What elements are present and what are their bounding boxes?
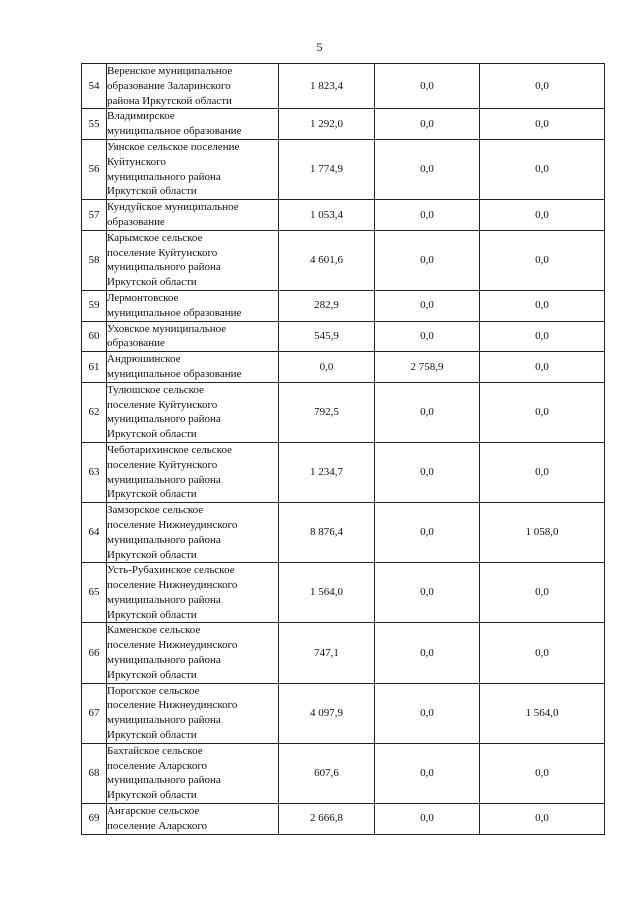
table-row — [82, 442, 605, 502]
value-column-1-cell: 607,6 — [279, 743, 375, 803]
row-number-cell: 67 — [82, 683, 107, 743]
table-row — [82, 382, 605, 442]
value-column-3-cell: 1 058,0 — [480, 503, 605, 563]
table-row — [82, 352, 605, 383]
municipality-name-cell: Андрюшинское муниципальное образование — [107, 352, 279, 383]
table-row — [82, 290, 605, 321]
value-column-2-cell: 0,0 — [375, 139, 480, 199]
value-column-3-cell: 0,0 — [480, 442, 605, 502]
value-column-1-cell: 282,9 — [279, 290, 375, 321]
municipality-name-cell: Замзорское сельское поселение Нижнеудинского муниципального района Иркутской области — [107, 503, 279, 563]
row-number-cell: 63 — [82, 442, 107, 502]
value-column-3-cell: 0,0 — [480, 290, 605, 321]
table-row — [82, 623, 605, 683]
value-column-2-cell: 0,0 — [375, 623, 480, 683]
row-number-cell: 58 — [82, 230, 107, 290]
value-column-3-cell: 0,0 — [480, 64, 605, 109]
table-row — [82, 200, 605, 231]
value-column-1-cell: 1 234,7 — [279, 442, 375, 502]
value-column-3-cell: 1 564,0 — [480, 683, 605, 743]
value-column-2-cell: 0,0 — [375, 683, 480, 743]
value-column-1-cell: 1 292,0 — [279, 109, 375, 140]
table-row — [82, 321, 605, 352]
allocation-table — [81, 63, 605, 835]
value-column-1-cell: 1 564,0 — [279, 563, 375, 623]
row-number-cell: 68 — [82, 743, 107, 803]
row-number-cell: 57 — [82, 200, 107, 231]
row-number-cell: 55 — [82, 109, 107, 140]
value-column-2-cell: 0,0 — [375, 503, 480, 563]
table-body — [82, 64, 605, 835]
table-row — [82, 139, 605, 199]
value-column-3-cell: 0,0 — [480, 352, 605, 383]
municipality-name-cell: Тулюшское сельское поселение Куйтунского муниципального района Иркутской области — [107, 382, 279, 442]
page-number: 5 — [316, 40, 323, 54]
value-column-1-cell: 1 774,9 — [279, 139, 375, 199]
value-column-2-cell: 0,0 — [375, 200, 480, 231]
value-column-1-cell: 4 097,9 — [279, 683, 375, 743]
value-column-1-cell: 1 823,4 — [279, 64, 375, 109]
value-column-3-cell: 0,0 — [480, 321, 605, 352]
value-column-1-cell: 545,9 — [279, 321, 375, 352]
value-column-1-cell: 2 666,8 — [279, 804, 375, 835]
value-column-3-cell: 0,0 — [480, 200, 605, 231]
row-number-cell: 65 — [82, 563, 107, 623]
table-row — [82, 230, 605, 290]
row-number-cell: 64 — [82, 503, 107, 563]
table-row — [82, 503, 605, 563]
table-row — [82, 64, 605, 109]
municipality-name-cell: Владимирское муниципальное образование — [107, 109, 279, 140]
value-column-2-cell: 0,0 — [375, 290, 480, 321]
value-column-3-cell: 0,0 — [480, 382, 605, 442]
row-number-cell: 60 — [82, 321, 107, 352]
value-column-3-cell: 0,0 — [480, 230, 605, 290]
value-column-2-cell: 2 758,9 — [375, 352, 480, 383]
municipality-name-cell: Кундуйское муниципальное образование — [107, 200, 279, 231]
value-column-2-cell: 0,0 — [375, 382, 480, 442]
municipality-name-cell: Ангарское сельское поселение Аларского — [107, 804, 279, 835]
value-column-2-cell: 0,0 — [375, 64, 480, 109]
value-column-1-cell: 792,5 — [279, 382, 375, 442]
municipality-name-cell: Карымское сельское поселение Куйтунского муниципального района Иркутской области — [107, 230, 279, 290]
table-row — [82, 743, 605, 803]
value-column-2-cell: 0,0 — [375, 230, 480, 290]
value-column-1-cell: 4 601,6 — [279, 230, 375, 290]
value-column-1-cell: 747,1 — [279, 623, 375, 683]
value-column-2-cell: 0,0 — [375, 442, 480, 502]
row-number-cell: 61 — [82, 352, 107, 383]
value-column-2-cell: 0,0 — [375, 321, 480, 352]
municipality-name-cell: Усть-Рубахинское сельское поселение Нижнеудинского муниципального района Иркутской области — [107, 563, 279, 623]
value-column-1-cell: 8 876,4 — [279, 503, 375, 563]
municipality-name-cell: Каменское сельское поселение Нижнеудинского муниципального района Иркутской области — [107, 623, 279, 683]
value-column-3-cell: 0,0 — [480, 139, 605, 199]
value-column-3-cell: 0,0 — [480, 804, 605, 835]
municipality-name-cell: Уянское сельское поселение Куйтунского муниципального района Иркутской области — [107, 139, 279, 199]
row-number-cell: 62 — [82, 382, 107, 442]
value-column-1-cell: 0,0 — [279, 352, 375, 383]
municipality-name-cell: Уховское муниципальное образование — [107, 321, 279, 352]
row-number-cell: 59 — [82, 290, 107, 321]
value-column-2-cell: 0,0 — [375, 804, 480, 835]
value-column-2-cell: 0,0 — [375, 563, 480, 623]
municipality-name-cell: Лермонтовское муниципальное образование — [107, 290, 279, 321]
row-number-cell: 56 — [82, 139, 107, 199]
value-column-3-cell: 0,0 — [480, 563, 605, 623]
value-column-3-cell: 0,0 — [480, 743, 605, 803]
municipality-name-cell: Порогское сельское поселение Нижнеудинского муниципального района Иркутской области — [107, 683, 279, 743]
value-column-2-cell: 0,0 — [375, 743, 480, 803]
value-column-3-cell: 0,0 — [480, 109, 605, 140]
table-row — [82, 109, 605, 140]
row-number-cell: 69 — [82, 804, 107, 835]
municipality-name-cell: Чеботарихинское сельское поселение Куйтунского муниципального района Иркутской области — [107, 442, 279, 502]
value-column-3-cell: 0,0 — [480, 623, 605, 683]
table-row — [82, 804, 605, 835]
value-column-2-cell: 0,0 — [375, 109, 480, 140]
row-number-cell: 66 — [82, 623, 107, 683]
row-number-cell: 54 — [82, 64, 107, 109]
table-row — [82, 563, 605, 623]
municipality-name-cell: Веренское муниципальное образование Заларинского района Иркутской области — [107, 64, 279, 109]
value-column-1-cell: 1 053,4 — [279, 200, 375, 231]
municipality-name-cell: Бахтайское сельское поселение Аларского муниципального района Иркутской области — [107, 743, 279, 803]
table-row — [82, 683, 605, 743]
